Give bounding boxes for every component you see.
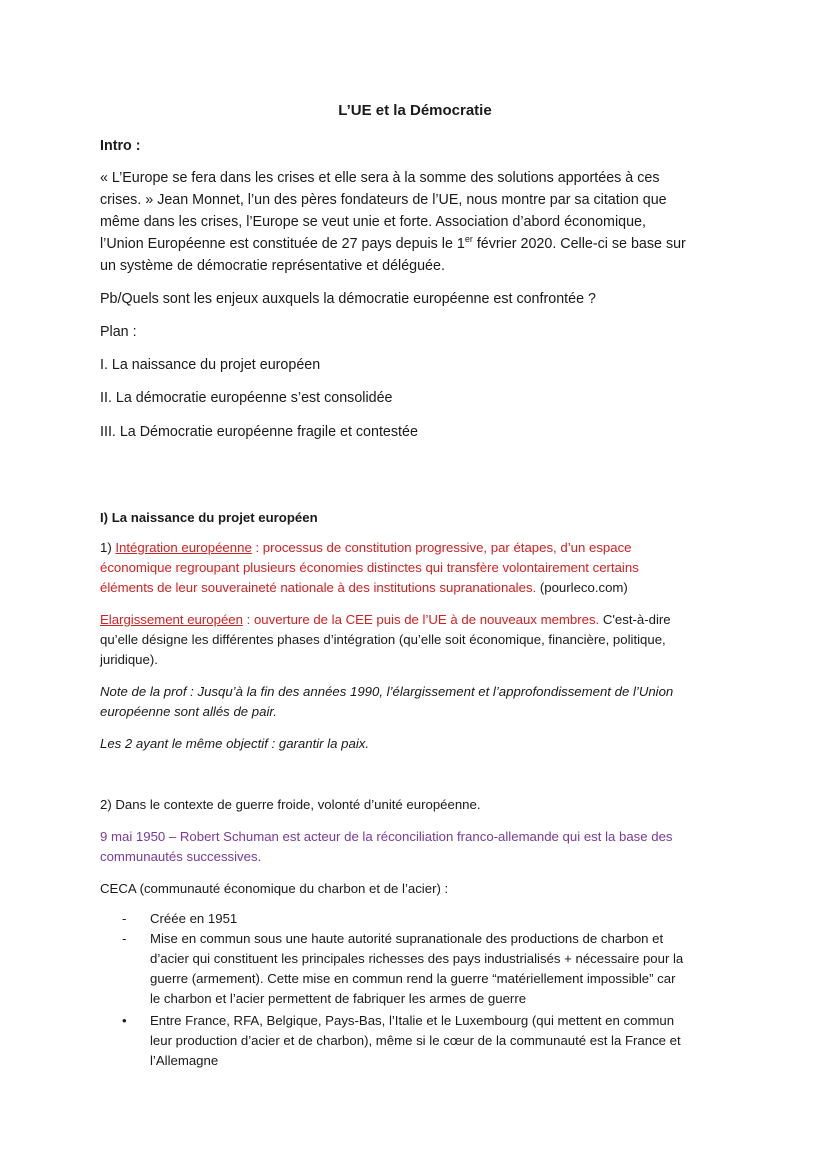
ceca-item-2-line-4: le charbon et l’acier permettent de fabriquer les armes de guerre	[150, 991, 527, 1006]
intro-heading: Intro :	[100, 138, 141, 154]
dot-bullet-3: •	[122, 1013, 127, 1028]
intro-line-1: « L’Europe se fera dans les crises et elle sera à la somme des solutions apportées à ces	[100, 170, 660, 186]
ceca-item-1: Créée en 1951	[150, 911, 238, 926]
ceca-item-3-line-3: l’Allemagne	[150, 1053, 219, 1068]
schuman-line-1: 9 mai 1950 – Robert Schuman est acteur de la réconciliation franco-allemande qui est la base des	[100, 829, 673, 844]
intro-line-2: crises. » Jean Monnet, l’un des pères fondateurs de l’UE, nous montre par sa citation que	[100, 192, 667, 208]
term-elargissement: Elargissement européen	[100, 612, 243, 627]
dash-bullet-1: -	[122, 911, 127, 926]
definition-1-line-3: éléments de leur souveraineté nationale à des institutions supranationales. (pourleco.com)	[100, 580, 628, 595]
teacher-note-line-2: européenne sont allés de pair.	[100, 704, 277, 719]
term-integration: Intégration européenne	[115, 540, 252, 555]
definition-1-line-1: 1) Intégration européenne : processus de constitution progressive, par étapes, d’un espace	[100, 540, 632, 555]
teacher-note-line-3: Les 2 ayant le même objectif : garantir la paix.	[100, 736, 370, 751]
intro-line-5: un système de démocratie représentative et déléguée.	[100, 258, 445, 274]
definition-2-line-1: Elargissement européen : ouverture de la CEE puis de l’UE à de nouveaux membres. C'est-à-dire	[100, 612, 671, 627]
plan-item-2: II. La démocratie européenne s’est consolidée	[100, 390, 393, 406]
dash-bullet-2: -	[122, 931, 127, 946]
plan-label: Plan :	[100, 324, 137, 340]
teacher-note-line-1: Note de la prof : Jusqu’à la fin des années 1990, l’élargissement et l’approfondissement de l’Union	[100, 684, 674, 699]
schuman-line-2: communautés successives.	[100, 849, 262, 864]
ceca-heading: CECA (communauté économique du charbon et de l’acier) :	[100, 881, 449, 896]
intro-line-4: l’Union Européenne est constituée de 27 pays depuis le 1er février 2020. Celle-ci se base sur	[100, 234, 686, 252]
problematic: Pb/Quels sont les enjeux auxquels la démocratie européenne est confrontée ?	[100, 291, 596, 307]
intro-line-3: même dans les crises, l’Europe se veut unie et forte. Association d’abord économique,	[100, 214, 646, 230]
plan-item-1: I. La naissance du projet européen	[100, 357, 321, 373]
ceca-item-2-line-3: guerre (armement). Cette mise en commun rend la guerre “matériellement impossible” car	[150, 971, 676, 986]
part-2-heading: 2) Dans le contexte de guerre froide, volonté d’unité européenne.	[100, 797, 481, 812]
definition-1-line-2: économique regroupant plusieurs économies distinctes qui transfère volontairement certains	[100, 560, 639, 575]
ceca-item-2-line-1: Mise en commun sous une haute autorité supranationale des productions de charbon et	[150, 931, 664, 946]
plan-item-3: III. La Démocratie européenne fragile et contestée	[100, 424, 418, 440]
definition-2-line-3: juridique).	[100, 652, 158, 667]
ceca-item-2-line-2: d’acier qui constituent les principales richesses des pays industrialisés + nécessaire pour la	[150, 951, 684, 966]
ceca-item-3-line-1: Entre France, RFA, Belgique, Pays-Bas, l’Italie et le Luxembourg (qui mettent en commun	[150, 1013, 675, 1028]
document-title: L’UE et la Démocratie	[338, 102, 492, 119]
ceca-item-3-line-2: leur production d’acier et de charbon), même si le cœur de la communauté est la France et	[150, 1033, 681, 1048]
section-1-heading: I) La naissance du projet européen	[100, 510, 318, 525]
definition-2-line-2: qu’elle désigne les différentes phases d’intégration (qu’elle soit économique, financière, politique,	[100, 632, 666, 647]
